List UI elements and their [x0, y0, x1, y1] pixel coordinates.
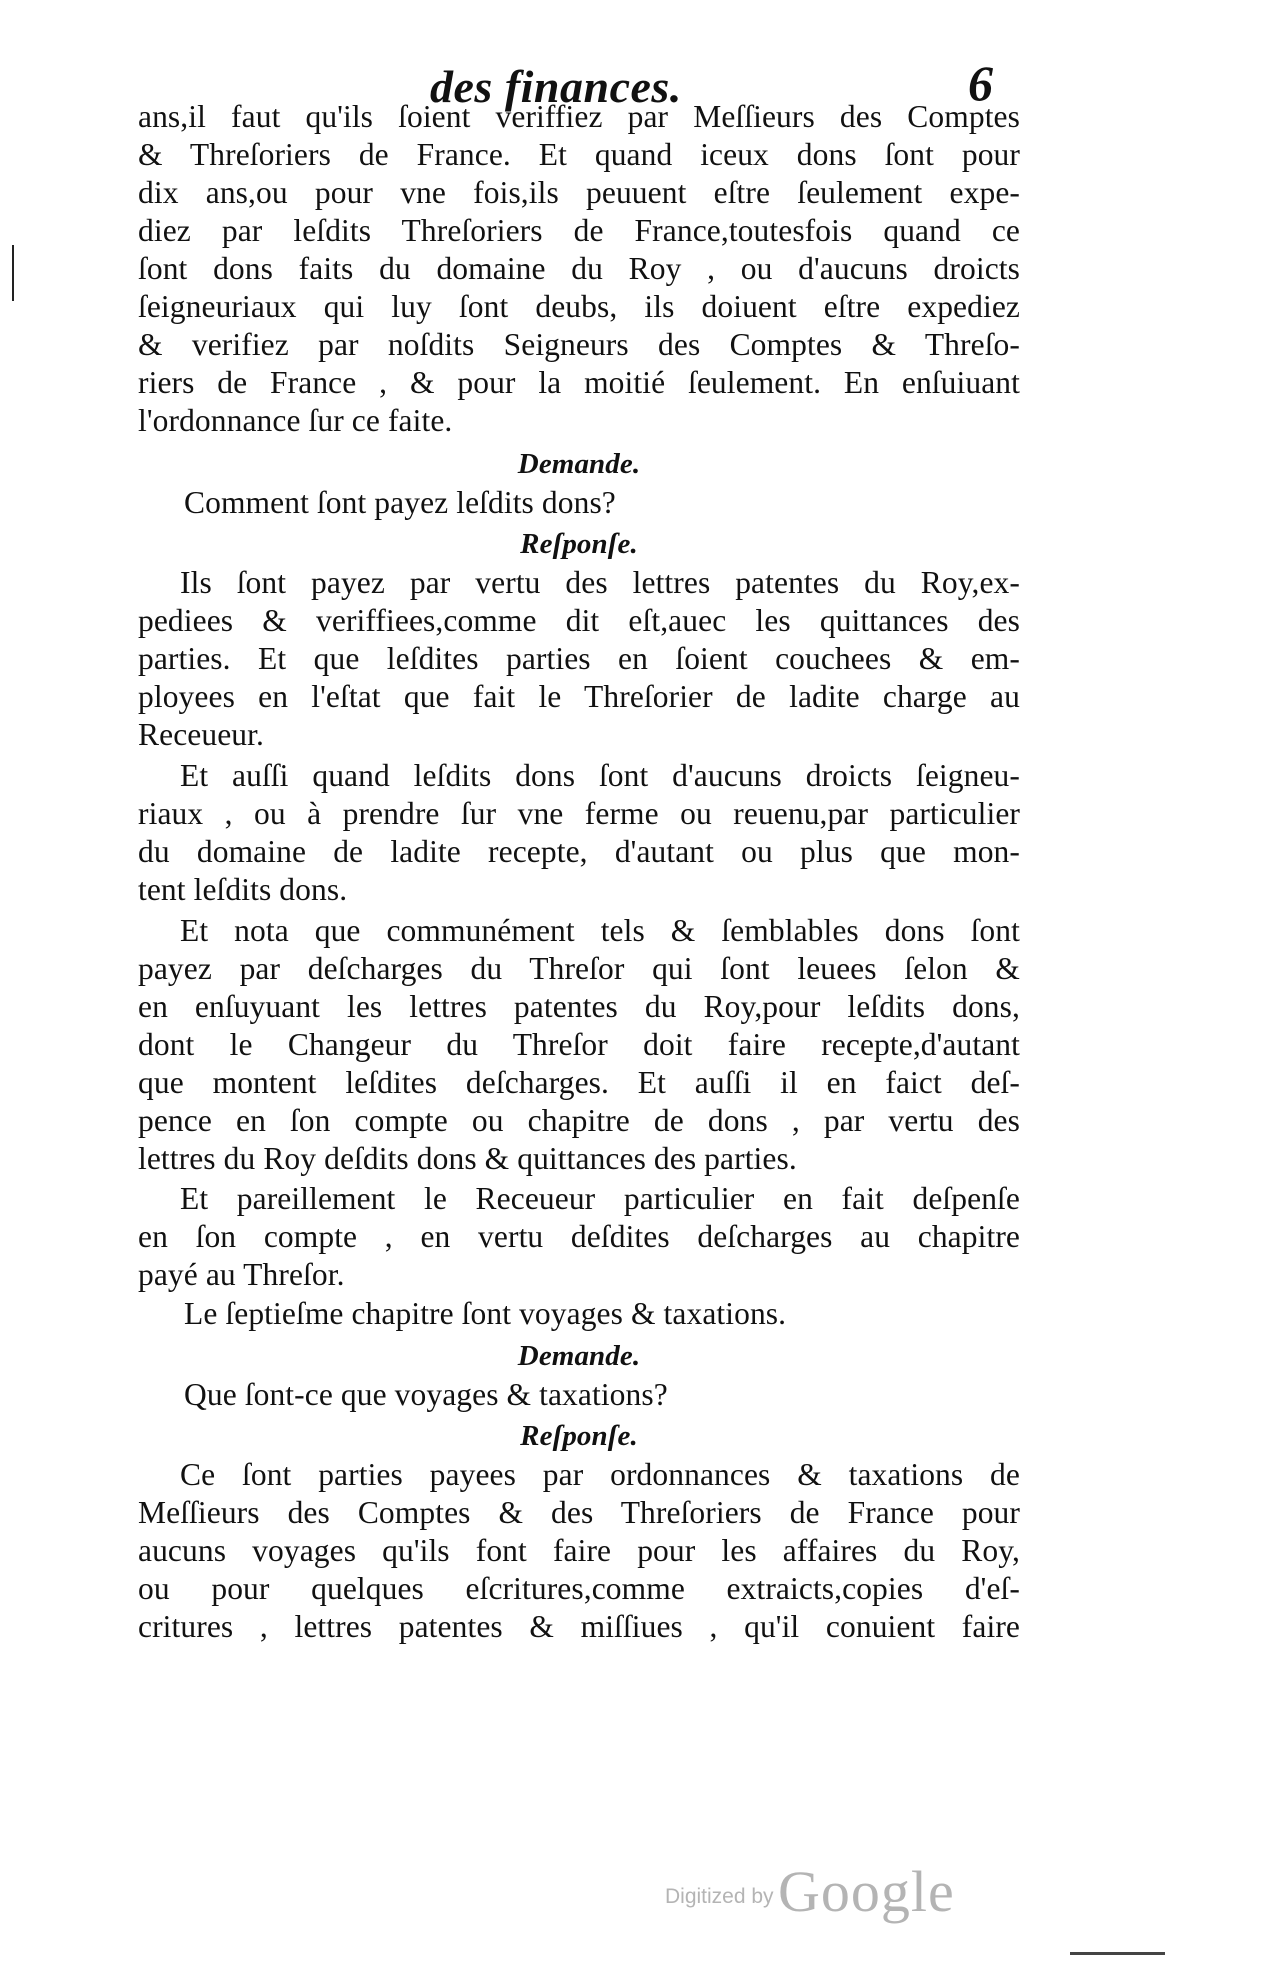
text-line: ſont dons faits du domaine du Roy , ou d'aucuns droicts — [138, 251, 1020, 286]
text-line: dix ans,ou pour vne fois,ils peuuent eſtre ſeulement expe- — [138, 175, 1020, 210]
section-heading-demande: Demande. — [517, 448, 641, 480]
text-line: Et auſſi quand leſdits dons ſont d'aucuns droicts ſeigneu- — [180, 758, 1020, 793]
text-line: Receueur. — [138, 717, 264, 752]
text-line: riers de France , & pour la moitié ſeulement. En enſuiuant — [138, 365, 1020, 400]
text-line: ſeigneuriaux qui luy ſont deubs, ils doiuent eſtre expediez — [138, 289, 1020, 324]
text-line: du domaine de ladite recepte, d'autant ou plus que mon- — [138, 834, 1020, 869]
question-line: Que ſont-ce que voyages & taxations? — [184, 1377, 668, 1412]
text-line: parties. Et que leſdites parties en ſoient couchees & em- — [138, 641, 1020, 676]
text-line: tent leſdits dons. — [138, 872, 348, 907]
running-title: des finances. — [430, 61, 682, 112]
text-line: Ils ſont payez par vertu des lettres patentes du Roy,ex- — [180, 565, 1020, 600]
text-line: ou pour quelques eſcritures,comme extraicts,copies d'eſ- — [138, 1571, 1020, 1606]
text-line: dont le Changeur du Threſor doit faire recepte,d'autant — [138, 1027, 1020, 1062]
text-line: payé au Threſor. — [138, 1257, 345, 1292]
text-line: pence en ſon compte ou chapitre de dons , par vertu des — [138, 1103, 1020, 1138]
text-line: Meſſieurs des Comptes & des Threſoriers de France pour — [138, 1495, 1020, 1530]
section-heading-responce: Reſponſe. — [520, 1420, 638, 1452]
bottom-edge-rule — [1070, 1952, 1165, 1955]
text-line: Et nota que communément tels & ſemblables dons ſont — [180, 913, 1020, 948]
text-line: ans,il faut qu'ils ſoient veriffiez par Meſſieurs des Comptes — [138, 99, 1020, 134]
text-line: riaux , ou à prendre ſur vne ferme ou reuenu,par particulier — [138, 796, 1020, 831]
watermark-prefix: Digitized by — [665, 1885, 774, 1908]
text-line: Et pareillement le Receueur particulier en fait deſpenſe — [180, 1181, 1020, 1216]
text-line: que montent leſdites deſcharges. Et auſſi il en faict deſ- — [138, 1065, 1020, 1100]
text-line: Ce ſont parties payees par ordonnances & taxations de — [180, 1457, 1020, 1492]
text-line: critures , lettres patentes & miſſiues , qu'il conuient faire — [138, 1609, 1020, 1644]
text-line: payez par deſcharges du Threſor qui ſont leuees ſelon & — [138, 951, 1020, 986]
text-line: lettres du Roy deſdits dons & quittances des parties. — [138, 1141, 797, 1176]
margin-rule-mark — [12, 245, 14, 301]
text-line: en ſon compte , en vertu deſdites deſcharges au chapitre — [138, 1219, 1020, 1254]
chapter-line: Le ſeptieſme chapitre ſont voyages & taxations. — [184, 1296, 787, 1331]
text-line: aucuns voyages qu'ils font faire pour les affaires du Roy, — [138, 1533, 1020, 1568]
digitized-by-google-watermark — [665, 1858, 955, 1925]
text-line: ployees en l'eſtat que fait le Threſorier de ladite charge au — [138, 679, 1020, 714]
text-line: en enſuyuant les lettres patentes du Roy,pour leſdits dons, — [138, 989, 1020, 1024]
section-heading-demande: Demande. — [517, 1340, 641, 1372]
text-line: diez par leſdits Threſoriers de France,toutesfois quand ce — [138, 213, 1020, 248]
text-line: & verifiez par noſdits Seigneurs des Comptes & Threſo- — [138, 327, 1020, 362]
question-line: Comment ſont payez leſdits dons? — [184, 485, 616, 520]
text-line: & Threſoriers de France. Et quand iceux dons ſont pour — [138, 137, 1020, 172]
watermark-brand: Google — [778, 1859, 955, 1924]
text-line: l'ordonnance ſur ce faite. — [138, 403, 453, 438]
page-number: 6 — [968, 55, 993, 111]
section-heading-responce: Reſponſe. — [520, 528, 638, 560]
text-line: pediees & veriffiees,comme dit eſt,auec les quittances des — [138, 603, 1020, 638]
